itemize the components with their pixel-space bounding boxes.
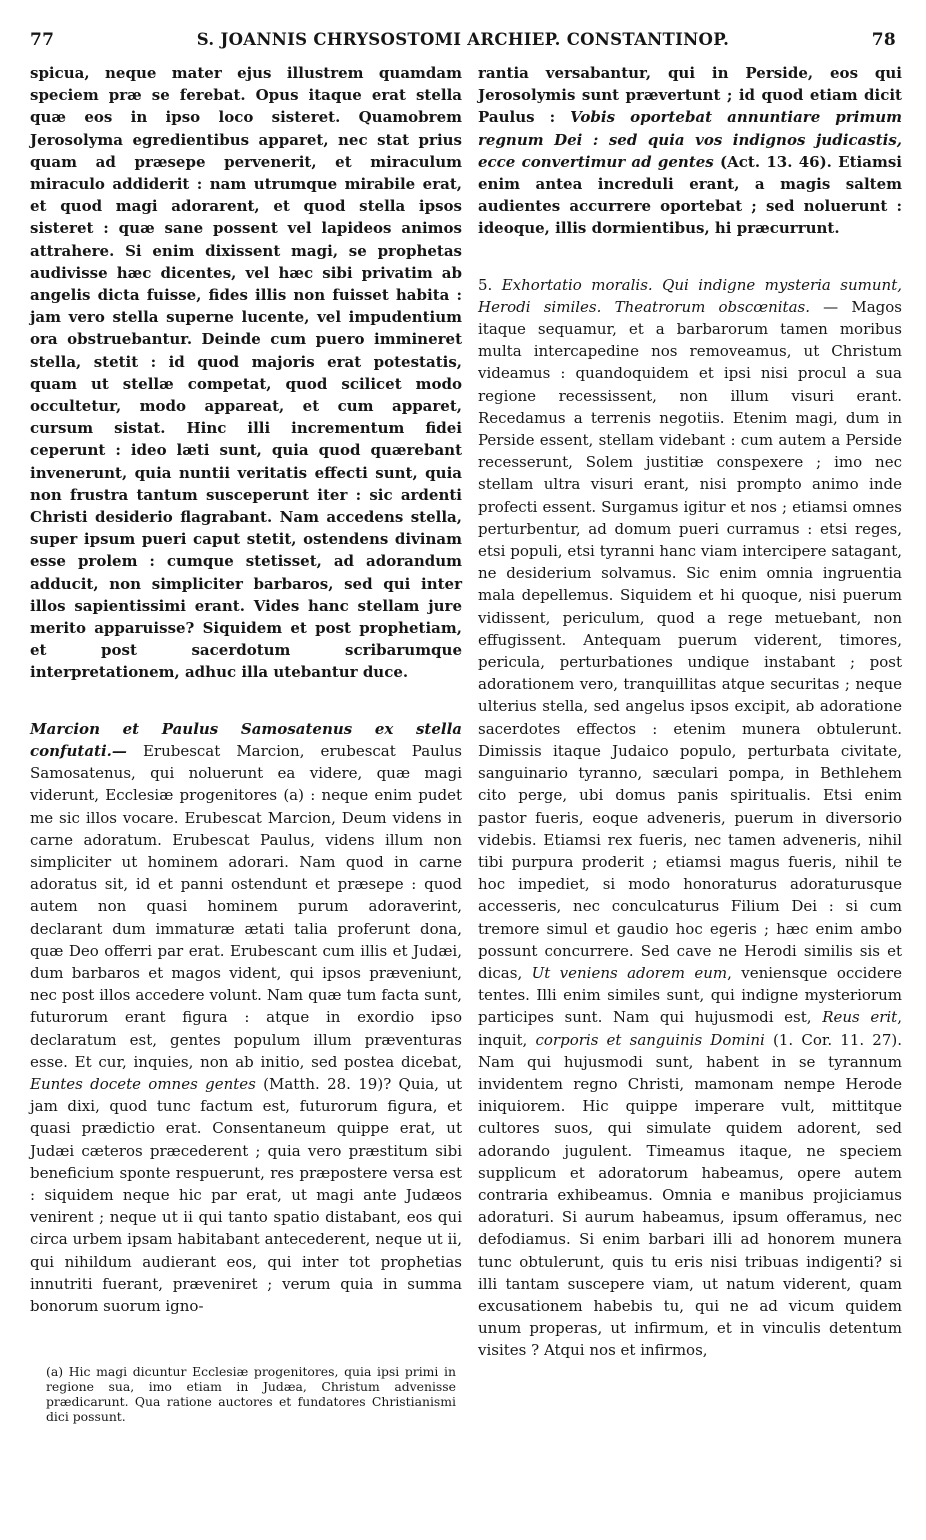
footnote: (a) Hic magi dicuntur Ecclesiæ progenitores, quia ipsi primi in regione sua, imo etiam in Judæa, Christum advenisse prædicarunt. Qua ratione auctores et fundatores Christianismi dici possunt. — [46, 1364, 456, 1424]
right-page-number: 78 — [871, 30, 896, 50]
left-paragraph-1: spicua, neque mater ejus illustrem quamdam speciem præ se ferebat. Opus itaque erat stella quæ eos in ipso loco sisteret. Quamobrem Jerosolyma egredientibus apparet, nec stat prius quam ad præsepe pervenerit, et miraculum miraculo addiderit : nam utrumque mirabile erat, et quod magi adorarent, et quod stella ipsos sisteret : quæ sane possent vel lapideos animos attrahere. Si enim dixissent magi, se prophetas audivisse hæc dicentes, vel hæc sibi privatim ab angelis dicta fuisse, fides illis non fuisset habita : jam vero stella superne lucente, vel impudentium ora obstruebantur. Deinde cum puero immineret stella, stetit : id quod majoris erat potestatis, quam ut stellæ competat, quod scilicet modo occultetur, modo appareat, et cum apparet, cursum sistat. Hinc illi incrementum fidei ceperunt : ideo læti sunt, quia quod quærebant invenerunt, quia nuntii veritatis effecti sunt, quia non frustra tantum susceperunt iter : sic ardenti Christi desiderio flagrabant. Nam accedens stella, super ipsum pueri caput stetit, ostendens divinam esse prolem : cumque stetisset, ad adorandum adducit, non simpliciter barbaros, sed qui inter illos sapientissimi erant. Vides hanc stellam jure merito apparuisse? Siquidem et post prophetiam, et post sacerdotum scribarumque interpretationem, adhuc illa utebantur duce. — [30, 64, 462, 682]
quote-reus-erit: Reus erit — [822, 1008, 898, 1027]
paragraph-gap — [478, 240, 902, 274]
citation-acts: (Act. 13. 46). — [720, 152, 832, 171]
scripture-quote-acts: Vobis oportebat annuntiare primum regnum Dei : sed quia vos indignos judicastis, ecce convertimur ad gentes — [478, 108, 903, 171]
right-paragraph-2b: , veniensque occidere tentes. Illi enim similes sunt, qui indigne mysteriorum participes sunt. Nam qui hujusmodi est, — [478, 963, 902, 1027]
paragraph-gap — [30, 684, 462, 718]
left-paragraph-2 — [30, 718, 462, 1317]
right-paragraph-1b: Etiamsi enim antea increduli erant, a magis saltem audientes accurrere oportebat ; sed noluerunt : ideoque, illis dormientibus, hi præcurrunt. — [478, 152, 902, 238]
scripture-quote-matthew: Euntes docete omnes gentes — [30, 1074, 256, 1093]
running-header — [30, 30, 896, 56]
running-title: S. JOANNIS CHRYSOSTOMI ARCHIEP. CONSTANTINOP. — [196, 30, 730, 49]
left-paragraph-2-text: Erubescat Marcion, erubescat Paulus Samosatenus, qui noluerunt ea videre, quæ magi viderunt, Ecclesiæ progenitores (a) : neque enim pudet me sic illos vocare. Erubescat Marcion, Deum videns in carne adoratum. Erubescat Paulus, videns illum non simpliciter ut hominem adorari. Nam quod in carne adoratus sit, id et panni ostendunt et præsepe : quod autem non quasi hominem purum adoraverint, declarant dum immaturæ ætati talia proferunt dona, quæ Deo offerri par erat. Erubescant cum illis et Judæi, dum barbaros et magos vident, qui ipsos præveniunt, nec post illos accedere volunt. Nam quæ tum facta sunt, futurorum erant figura : atque in exordio ipso declaratum est, gentes populum illum præventuras esse. Et cur, inquies, non ab initio, sed postea dicebat, — [30, 741, 462, 1071]
right-paragraph-2c: , inquit, — [478, 1008, 902, 1049]
right-column — [478, 62, 902, 1362]
quote-herod: Ut veniens adorem eum — [531, 963, 728, 982]
right-paragraph-1a: rantia versabantur, qui in Perside, eos qui Jerosolymis sunt prævertunt ; id quod etiam dicit Paulus : — [478, 64, 902, 127]
rubric-marcion: Marcion et Paulus Samosatenus ex stella confutati.— — [30, 719, 462, 760]
right-paragraph-2 — [478, 274, 902, 1362]
left-column — [30, 62, 462, 1317]
right-paragraph-1 — [478, 62, 902, 240]
section-number: 5. — [478, 275, 493, 294]
rubric-exhortatio: Exhortatio moralis. Qui indigne mysteria sumunt, Herodi similes. Theatrorum obscœnitas. — — [478, 275, 902, 316]
left-page-number: 77 — [30, 30, 55, 50]
citation-matthew: (Matth. 28. 19) — [263, 1074, 384, 1093]
quote-corporis: corporis et sanguinis Domini — [535, 1030, 765, 1049]
right-paragraph-2d: Nam qui hujusmodi sunt, habent in se tyrannum invidentem regno Christi, mamonam nempe Herode iniquiorem. Hic quippe imperare vult, mittitque cultores suos, qui simulate quidem adorent, sed adorando jugulent. Timeamus itaque, ne speciem supplicum et adoratorum habeamus, opere autem contraria exhibeamus. Omnia e manibus projiciamus adoraturi. Si aurum habeamus, ipsum offeramus, nec defodiamus. Si enim barbari illi ad honorem munera tunc obtulerunt, quis tu eris nisi tribuas indigenti? si illi tantam suscepere viam, ut natum viderent, quam excusationem habebis tu, qui ne ad vicum quidem unum properas, ut infirmum, et in vinculis detentum visites ? Atqui nos et infirmos, — [478, 1052, 902, 1360]
citation-corinthians: (1. Cor. 11. 27). — [773, 1030, 903, 1049]
left-paragraph-2-rest: ? Quia, ut jam dixi, quod tunc factum est, futurorum figura, et quasi prædictio erat. Consentaneum quippe erat, ut Judæi cæteros præcederent ; quia vero præstitum sibi beneficium sponte respuerunt, res præpostere versa est : siquidem neque hic par erat, ut magi ante Judæos venirent ; neque ut ii qui tanto spatio distabant, eos qui circa urbem ipsam habitabant antecederent, neque ut ii, qui nihildum audierant eos, qui inter tot prophetias innutriti fuerant, præveniret ; verum quia in summa bonorum suorum igno- — [30, 1074, 463, 1315]
right-paragraph-2a: Magos itaque sequamur, et a barbarorum tamen moribus multa intercapedine nos removeamus, ut Christum videamus : quandoquidem et ipsi nisi procul a sua regione recessissent, non illum visuri erant. Recedamus a terrenis negotiis. Etenim magi, dum in Perside essent, stellam videbant : cum autem a Perside recesserunt, Solem justitiæ conspexere ; imo nec stellam ultra visuri erant, nisi prompto animo inde profecti essent. Surgamus igitur et nos ; etiamsi omnes perturbentur, ad domum pueri curramus : etsi reges, etsi populi, etsi tyranni hanc viam intercipere satagant, ne desiderium solvamus. Sic enim omnia ingruentia mala depellemus. Siquidem et hi quoque, nisi puerum vidissent, periculum, quod a rege metuebant, non effugissent. Antequam puerum viderent, timores, pericula, perturbationes undique instabant ; post adorationem vero, tranquillitas atque securitas ; neque ulterius stella, sed angelus ipsos excipit, ab adoratione sacerdotes effectos : etenim munera obtulerunt. Dimissis itaque Judaico populo, perturbata civitate, sanguinario tyranno, sæculari pompa, in Bethlehem cito perge, ubi domus panis spiritualis. Etsi enim pastor fueris, eoque adveneris, puerum in diversorio videbis. Etiamsi rex fueris, nec tamen adveneris, nihil tibi purpura proderit ; etiamsi magus fueris, nihil te hoc impediet, si modo honoraturus adoraturusque accesseris, nec conculcaturus Filium Dei : si cum tremore simul et gaudio hoc egeris ; hæc enim ambo possunt concurrere. Sed cave ne Herodi similis sis et dicas, — [478, 297, 902, 982]
